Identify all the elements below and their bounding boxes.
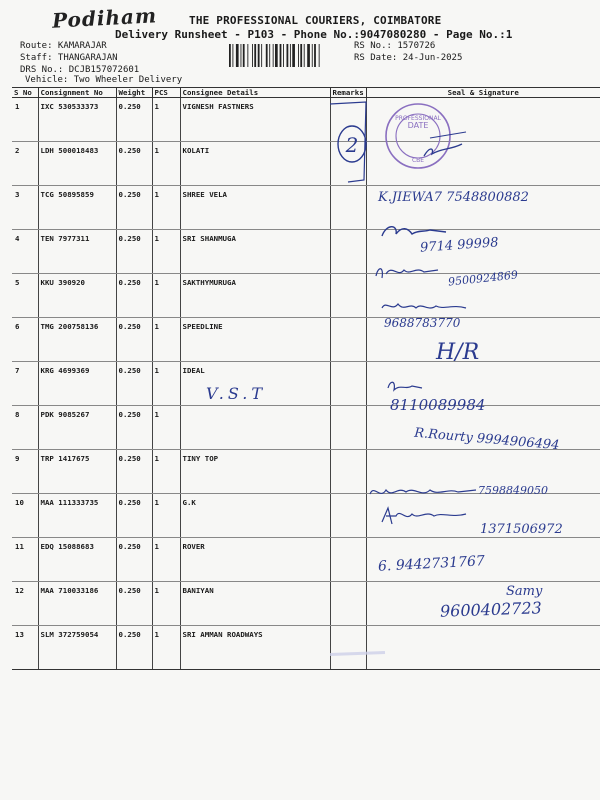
signature-row6 xyxy=(380,298,470,316)
cell-consignee: KOLATI xyxy=(180,142,330,186)
cell-weight: 0.250 xyxy=(116,582,152,626)
signature-row5 xyxy=(372,262,442,284)
cell-consignment: MAA 111333735 xyxy=(38,494,116,538)
header-remarks: Remarks xyxy=(330,88,366,98)
phone-row5: 9500924869 xyxy=(447,268,519,289)
cell-consignment: EDQ 15088683 xyxy=(38,538,116,582)
phone-row4: 9714 99998 xyxy=(419,235,500,256)
cell-consignee: VIGNESH FASTNERS xyxy=(180,98,330,142)
signature-row7: H/R xyxy=(436,340,480,365)
cell-consignment: KKU 390920 xyxy=(38,274,116,318)
cell-remarks xyxy=(330,274,366,318)
cell-consignment: MAA 710033186 xyxy=(38,582,116,626)
cell-weight: 0.250 xyxy=(116,318,152,362)
header-seal: Seal & Signature xyxy=(366,88,600,98)
cell-weight: 0.250 xyxy=(116,494,152,538)
cell-remarks xyxy=(330,626,366,670)
cell-sno: 1 xyxy=(12,98,38,142)
staff-field: Staff: THANGARAJAN xyxy=(20,53,118,63)
phone-row8: 8110089984 xyxy=(390,396,486,414)
cell-pcs: 1 xyxy=(152,98,180,142)
cell-pcs: 1 xyxy=(152,582,180,626)
cell-consignment: LDH 500018483 xyxy=(38,142,116,186)
vehicle-field: Vehicle: Two Wheeler Delivery xyxy=(25,75,183,85)
drs-number: DRS No.: DCJB157072601 xyxy=(20,65,140,75)
cell-consignment: PDK 9085267 xyxy=(38,406,116,450)
header-sno: S No xyxy=(12,88,38,98)
cell-weight: 0.250 xyxy=(116,406,152,450)
cell-weight: 0.250 xyxy=(116,538,152,582)
cell-weight: 0.250 xyxy=(116,142,152,186)
cell-consignment: SLM 372759054 xyxy=(38,626,116,670)
cell-sno: 7 xyxy=(12,362,38,406)
signature-row11a xyxy=(368,482,478,502)
cell-consignee: ROVER xyxy=(180,538,330,582)
table-row xyxy=(12,98,600,142)
header-weight: Weight xyxy=(116,88,152,98)
cell-remarks xyxy=(330,186,366,230)
header-consignment: Consignment No xyxy=(38,88,116,98)
signature-row11b xyxy=(378,504,468,528)
cell-sno: 10 xyxy=(12,494,38,538)
signature-row9: R.Rourty 9994906494 xyxy=(413,425,560,454)
stamp-ring-text: PROFESSIONAL xyxy=(395,115,441,122)
remark-bracket-mark xyxy=(328,100,388,190)
signature-row8 xyxy=(384,378,424,394)
table-row xyxy=(12,230,600,274)
handwritten-header-note: Podiham xyxy=(51,3,158,33)
cell-sno: 5 xyxy=(12,274,38,318)
cell-sno: 9 xyxy=(12,450,38,494)
cell-sno: 13 xyxy=(12,626,38,670)
cell-sno: 4 xyxy=(12,230,38,274)
table-row xyxy=(12,538,600,582)
cell-consignee: SRI SHANMUGA xyxy=(180,230,330,274)
cell-weight: 0.250 xyxy=(116,274,152,318)
table-header-row xyxy=(12,88,600,98)
cell-remarks xyxy=(330,362,366,406)
cell-remarks xyxy=(330,494,366,538)
cell-consignee: SHREE VELA xyxy=(180,186,330,230)
cell-consignment: TMG 200758136 xyxy=(38,318,116,362)
cell-consignee: SAKTHYMURUGA xyxy=(180,274,330,318)
cell-sno: 6 xyxy=(12,318,38,362)
table-row xyxy=(12,142,600,186)
cell-consignee: G.K xyxy=(180,494,330,538)
phone-row11b: 1371506972 xyxy=(480,522,563,537)
cell-weight: 0.250 xyxy=(116,626,152,670)
cell-consignee: TINY TOP xyxy=(180,450,330,494)
cell-sno: 3 xyxy=(12,186,38,230)
signature-row12: 6. 9442731767 xyxy=(377,553,486,575)
header-consignee: Consignee Details xyxy=(180,88,330,98)
cell-weight: 0.250 xyxy=(116,186,152,230)
cell-seal-signature xyxy=(366,626,600,670)
cell-remarks xyxy=(330,318,366,362)
cell-remarks xyxy=(330,538,366,582)
cell-pcs: 1 xyxy=(152,230,180,274)
phone-row11a: 7598849050 xyxy=(478,484,548,497)
runsheet-subtitle: Delivery Runsheet - P103 - Phone No.:9047080280 - Page No.:1 xyxy=(115,28,513,41)
cell-pcs: 1 xyxy=(152,626,180,670)
cell-weight: 0.250 xyxy=(116,362,152,406)
cell-weight: 0.250 xyxy=(116,98,152,142)
cell-remarks xyxy=(330,450,366,494)
cell-pcs: 1 xyxy=(152,318,180,362)
cell-pcs: 1 xyxy=(152,362,180,406)
header-pcs: PCS xyxy=(152,88,180,98)
rs-date: RS Date: 24-Jun-2025 xyxy=(354,53,463,63)
cell-pcs: 1 xyxy=(152,538,180,582)
cell-remarks xyxy=(330,230,366,274)
cell-sno: 11 xyxy=(12,538,38,582)
consignee-row8: V.S.T xyxy=(206,384,266,403)
cell-consignee xyxy=(180,406,330,450)
cell-pcs: 1 xyxy=(152,274,180,318)
table-row xyxy=(12,318,600,362)
table-row xyxy=(12,626,600,670)
cell-consignee: SRI AMMAN ROADWAYS xyxy=(180,626,330,670)
phone-row6: 9688783770 xyxy=(384,316,461,330)
cell-consignment: TCG 50895859 xyxy=(38,186,116,230)
cell-remarks xyxy=(330,406,366,450)
cell-weight: 0.250 xyxy=(116,450,152,494)
cell-pcs: 1 xyxy=(152,142,180,186)
cell-consignment: KRG 4699369 xyxy=(38,362,116,406)
signature-row3: K.JIEWA7 7548800882 xyxy=(378,190,529,205)
signature-row13a: Samy xyxy=(506,584,543,599)
delivery-table xyxy=(12,87,600,670)
cell-consignment: TRP 1417675 xyxy=(38,450,116,494)
cell-pcs: 1 xyxy=(152,494,180,538)
cell-sno: 2 xyxy=(12,142,38,186)
table-row xyxy=(12,362,600,406)
cell-sno: 8 xyxy=(12,406,38,450)
cell-consignment: IXC 530533373 xyxy=(38,98,116,142)
cell-pcs: 1 xyxy=(152,406,180,450)
cell-pcs: 1 xyxy=(152,186,180,230)
cell-sno: 12 xyxy=(12,582,38,626)
cell-pcs: 1 xyxy=(152,450,180,494)
barcode-icon xyxy=(229,44,347,67)
rs-number: RS No.: 1570726 xyxy=(354,41,436,51)
stamp-bottom-text: CBE xyxy=(411,157,425,164)
phone-row13b: 9600402723 xyxy=(439,598,543,621)
cell-weight: 0.250 xyxy=(116,230,152,274)
cell-consignee: SPEEDLINE xyxy=(180,318,330,362)
route-field: Route: KAMARAJAR xyxy=(20,41,107,51)
remark-row2-number: 2 xyxy=(345,133,359,157)
company-title: THE PROFESSIONAL COURIERS, COIMBATORE xyxy=(189,14,442,27)
cell-consignment: TEN 7977311 xyxy=(38,230,116,274)
cell-consignee: IDEAL xyxy=(180,362,330,406)
cell-remarks xyxy=(330,582,366,626)
stamp-center-text: DATE xyxy=(407,121,429,130)
cell-consignee: BANIYAN xyxy=(180,582,330,626)
